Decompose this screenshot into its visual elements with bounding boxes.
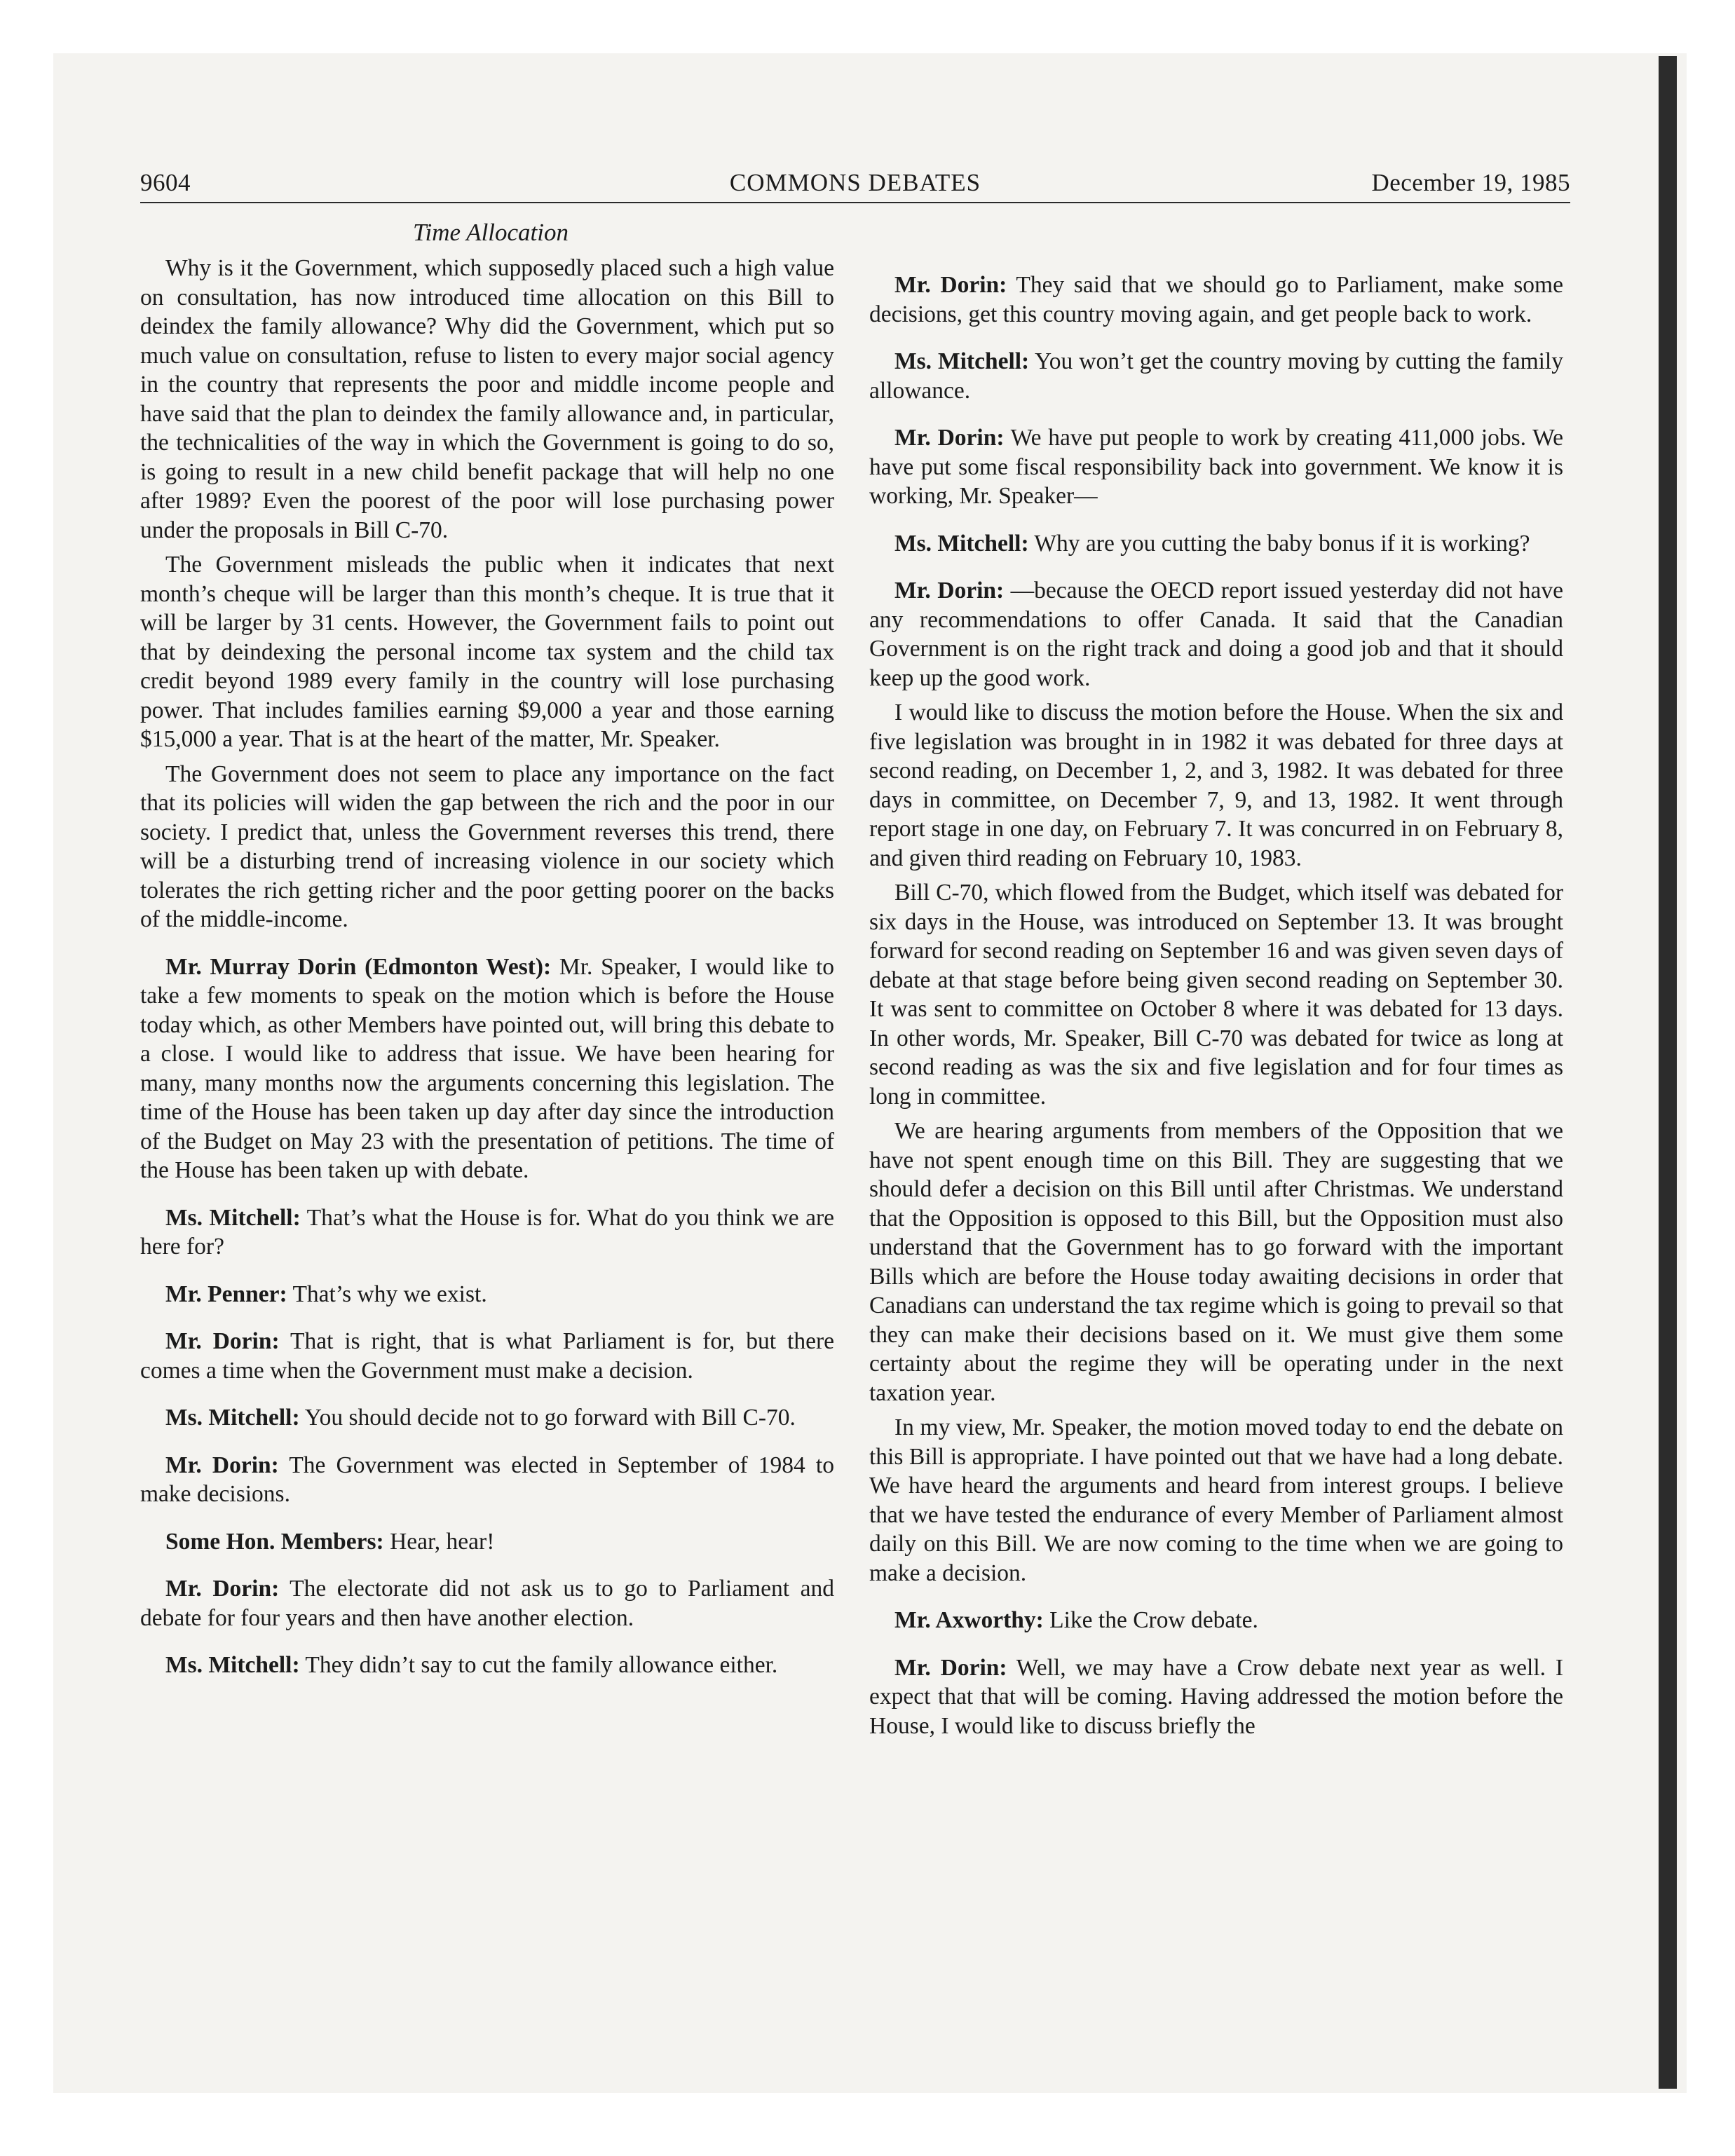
paragraph-text: I would like to discuss the motion before the House. When the six and five legislation was brought in in 1982 it was debated for three days at second reading, on December 1, 2, and 3, 1982. It was debated for three days in committee, on December 7, 9, and 13, 1982. It went through report stage in one day, on February 7. It was concurred in on February 8, and given third reading on February 10, 1983. (869, 700, 1563, 871)
paragraph-text: —because the OECD report issued yesterday did not have any recommendations to offer Canada. It said that the Canadian Government is on the right track and doing a good job and that it should keep up the good work. (869, 578, 1563, 691)
paragraph-text: Why are you cutting the baby bonus if it is working? (1034, 530, 1530, 557)
speaker-name: Mr. Dorin: (894, 578, 1005, 603)
paragraph-text: The Government was elected in September of 1984 to make decisions. (140, 1452, 834, 1507)
paragraph-text: The electorate did not ask us to go to Parliament and debate for four years and then have another election. (140, 1576, 834, 1631)
header-rule (140, 202, 1570, 203)
publication-title: COMMONS DEBATES (729, 169, 981, 196)
speaker-name: Ms. Mitchell: (894, 348, 1030, 374)
left-column (140, 254, 834, 1680)
paragraph (140, 1203, 834, 1262)
paragraph (140, 1451, 834, 1509)
paragraph (869, 347, 1563, 405)
paragraph-text: That is right, that is what Parliament is for, but there comes a time when the Government must make a decision. (140, 1328, 834, 1384)
paragraph-text: We have put people to work by creating 411,000 jobs. We have put some fiscal responsibility back into government. We know it is working, Mr. Speaker— (869, 425, 1563, 509)
speaker-name: Ms. Mitchell: (165, 1405, 300, 1431)
paragraph-text: The Government misleads the public when it indicates that next month’s cheque will be larger than this month’s cheque. It is true that it will be larger by 31 cents. However, the Government fails to point out that by deindexing the personal income tax system and the child tax credit beyond 1989 every family in the country will lose purchasing power. That includes families earning $9,000 a year and those earning $15,000 a year. That is at the heart of the matter, Mr. Speaker. (140, 552, 834, 752)
paragraph (869, 423, 1563, 511)
speaker-name: Mr. Axworthy: (894, 1607, 1044, 1633)
paragraph (869, 1653, 1563, 1741)
page-number: 9604 (140, 169, 191, 196)
paragraph (869, 1117, 1563, 1407)
paragraph (869, 1413, 1563, 1588)
paragraph (869, 698, 1563, 873)
speaker-name: Mr. Murray Dorin (Edmonton West): (165, 953, 552, 980)
speaker-name: Mr. Dorin: (165, 1328, 280, 1354)
publication-date: December 19, 1985 (1371, 169, 1570, 196)
paragraph-text: The Government does not seem to place any importance on the fact that its policies will widen the gap between the rich and the poor in our society. I predict that, unless the Government reverses this trend, there will be a disturbing trend of increasing violence in our society which tolerates the rich getting richer and the poor getting poorer on the backs of the middle-income. (140, 760, 834, 932)
scan-edge-shadow (1659, 56, 1677, 2089)
speaker-name: Ms. Mitchell: (165, 1652, 300, 1678)
speaker-name: Ms. Mitchell: (165, 1204, 301, 1231)
speaker-name: Mr. Dorin: (894, 1654, 1007, 1681)
paragraph (869, 878, 1563, 1111)
paragraph (140, 1327, 834, 1385)
paragraph-text: They said that we should go to Parliament, make some decisions, get this country moving again, and get people back to work. (869, 272, 1563, 327)
paragraph (140, 254, 834, 545)
paragraph-text: You should decide not to go forward with Bill C-70. (304, 1405, 796, 1431)
paragraph (140, 953, 834, 1185)
speaker-name: Mr. Dorin: (165, 1576, 280, 1602)
paragraph-text: Hear, hear! (390, 1528, 495, 1555)
paragraph (140, 1527, 834, 1557)
paragraph-text: Bill C-70, which flowed from the Budget, which itself was debated for six days in the House, was introduced on September 13. It was brought forward for second reading on September 16 and was given seven days of debate at that stage before being given second reading on September 30. It was sent to committee on October 8 where it was debated for 13 days. In other words, Mr. Speaker, Bill C-70 was debated for twice as long at second reading as was the six and five legislation and for four times as long in committee. (869, 880, 1563, 1110)
speaker-name: Some Hon. Members: (165, 1528, 384, 1555)
paragraph (869, 576, 1563, 692)
paragraph-text: You won’t get the country moving by cutting the family allowance. (869, 348, 1563, 404)
paragraph-text: That’s why we exist. (292, 1281, 487, 1307)
paragraph (869, 529, 1563, 559)
section-title: Time Allocation (413, 219, 569, 246)
paragraph-text: We are hearing arguments from members of the Opposition that we have not spent enough time on this Bill. They are suggesting that we should defer a decision on this Bill until after Christmas. We understand that the Opposition is opposed to this Bill, but the Opposition must also understand that the Government has to go forward with the important Bills which are before the House today awaiting decisions in order that Canadians can understand the tax regime which is going to prevail so that they can make their decisions based on it. We must give them some certainty about the regime they will be operating under in the next taxation year. (869, 1118, 1563, 1406)
page-header (140, 165, 1570, 200)
speaker-name: Mr. Penner: (165, 1281, 287, 1307)
speaker-name: Ms. Mitchell: (894, 530, 1029, 557)
paragraph-text: Well, we may have a Crow debate next year as well. I expect that that will be coming. Having addressed the motion before the House, I would like to discuss briefly the (869, 1654, 1563, 1739)
speaker-name: Mr. Dorin: (165, 1452, 279, 1478)
paragraph-text: In my view, Mr. Speaker, the motion moved today to end the debate on this Bill is appropriate. I have pointed out that we have had a long debate. We have heard the arguments and heard from interest groups. I believe that we have tested the endurance of every Member of Parliament almost daily on this Bill. We are now coming to the time when we are going to make a decision. (869, 1414, 1563, 1586)
paragraph-text: They didn’t say to cut the family allowance either. (305, 1652, 778, 1678)
paragraph (140, 1403, 834, 1433)
paragraph (869, 271, 1563, 329)
paragraph-text: Mr. Speaker, I would like to take a few moments to speak on the motion which is before the House today which, as other Members have pointed out, will bring this debate to a close. I would like to address that issue. We have been hearing for many, many months now the arguments concerning this legislation. The time of the House has been taken up day after day since the introduction of the Budget on May 23 with the presentation of petitions. The time of the House has been taken up with debate. (140, 953, 834, 1183)
paragraph (869, 1606, 1563, 1635)
paragraph (140, 1651, 834, 1680)
paragraph (140, 760, 834, 934)
speaker-name: Mr. Dorin: (894, 272, 1007, 298)
paragraph-text: That’s what the House is for. What do you think we are here for? (140, 1204, 834, 1260)
speaker-name: Mr. Dorin: (894, 425, 1005, 451)
paragraph (140, 550, 834, 754)
paragraph (140, 1280, 834, 1309)
paragraph (140, 1574, 834, 1632)
paragraph-text: Why is it the Government, which supposedly placed such a high value on consultation, has now introduced time allocation on this Bill to deindex the family allowance? Why did the Government, which put so much value on consultation, refuse to listen to every major social agency in the country that represents the poor and middle income people and have said that the plan to deindex the family allowance and, in particular, the technicalities of the way in which the Government is going to do so, is going to result in a new child benefit package that will help no one after 1989? Even the poorest of the poor will lose purchasing power under the proposals in Bill C-70. (140, 255, 834, 543)
right-column (869, 254, 1563, 1740)
paragraph-text: Like the Crow debate. (1049, 1607, 1258, 1633)
